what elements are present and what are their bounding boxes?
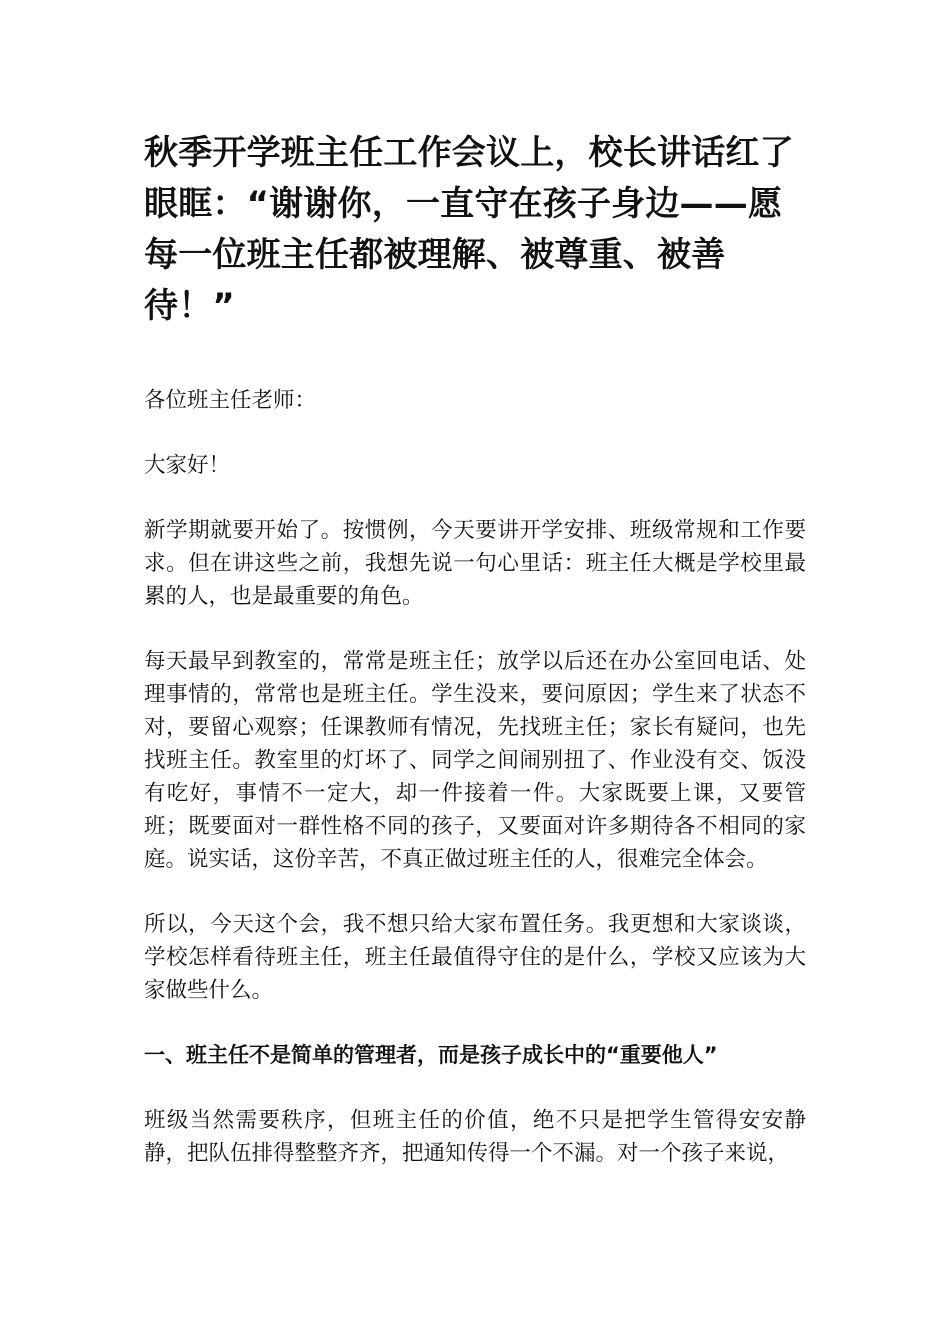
paragraph-1: 新学期就要开始了。按惯例，今天要讲开学安排、班级常规和工作要求。但在讲这些之前，我想先说一句心里话：班主任大概是学校里最累的人，也是最重要的角色。: [144, 518, 806, 609]
salutation: 各位班主任老师：: [144, 388, 317, 413]
greeting: 大家好！: [144, 453, 231, 478]
paragraph-2: 每天最早到教室的，常常是班主任；放学以后还在办公室回电话、处理事情的，常常也是班主任。学生没来，要问原因；学生来了状态不对，要留心观察；任课教师有情况，先找班主任；家长有疑问，也先找班主任。教室里的灯坏了、同学之间闹别扭了、作业没有交、饭没有吃好，事情不一定大，却一件接着一件。大家既要上课，又要管班；既要面对一群性格不同的孩子，又要面对许多期待各不相同的家庭。说实话，这份辛苦，不真正做过班主任的人，很难完全体会。: [144, 649, 806, 872]
section-1-paragraph: 班级当然需要秩序，但班主任的价值，绝不只是把学生管得安安静静，把队伍排得整整齐齐，把通知传得一个不漏。对一个孩子来说，: [144, 1108, 806, 1166]
document-title: 秋季开学班主任工作会议上，校长讲话红了眼眶：“谢谢你，一直守在孩子身边——愿每一位班主任都被理解、被尊重、被善待！”: [144, 133, 794, 326]
section-heading-1: 一、班主任不是简单的管理者，而是孩子成长中的“重要他人”: [144, 1043, 718, 1067]
document-page: [144, 128, 806, 1202]
paragraph-3: 所以，今天这个会，我不想只给大家布置任务。我更想和大家谈谈，学校怎样看待班主任，班主任最值得守住的是什么，学校又应该为大家做些什么。: [144, 912, 806, 1003]
